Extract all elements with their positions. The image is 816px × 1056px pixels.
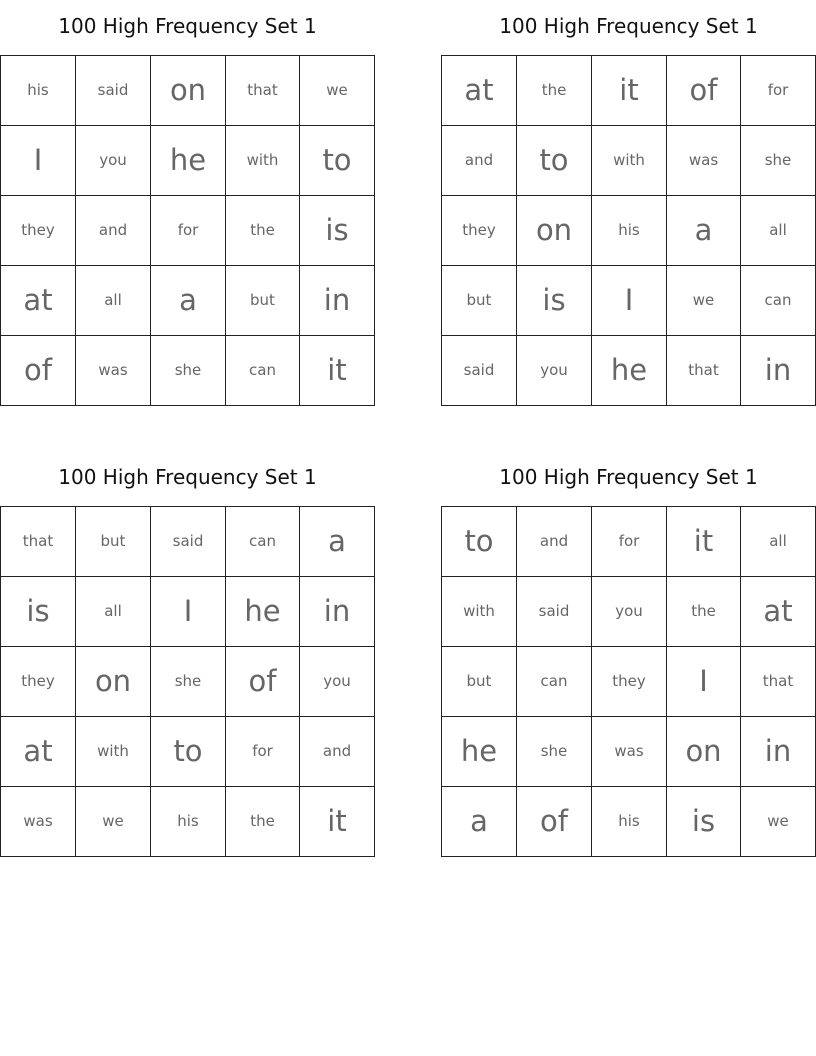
word-cell: a — [151, 266, 226, 336]
word-cell: but — [226, 266, 300, 336]
word-cell: all — [741, 196, 816, 266]
word-cell: for — [741, 56, 816, 126]
word-cell: he — [226, 577, 300, 647]
word-cell: at — [1, 717, 76, 787]
word-cell: she — [151, 336, 226, 406]
word-cell: that — [741, 647, 816, 717]
word-cell: is — [300, 196, 375, 266]
word-cell: with — [442, 577, 517, 647]
word-cell: I — [667, 647, 741, 717]
word-cell: you — [76, 126, 151, 196]
word-cell: with — [226, 126, 300, 196]
card-title: 100 High Frequency Set 1 — [499, 14, 758, 38]
word-cell: is — [517, 266, 592, 336]
word-cell: she — [151, 647, 226, 717]
word-cell: on — [517, 196, 592, 266]
word-cell: to — [517, 126, 592, 196]
word-cell: she — [741, 126, 816, 196]
word-grid — [441, 506, 816, 857]
word-cell: I — [151, 577, 226, 647]
word-cell: they — [442, 196, 517, 266]
word-cell: all — [76, 577, 151, 647]
word-cell: it — [300, 787, 375, 857]
word-cell: to — [442, 507, 517, 577]
word-cell: of — [1, 336, 76, 406]
word-cell: and — [76, 196, 151, 266]
word-cell: his — [151, 787, 226, 857]
word-cell: for — [592, 507, 667, 577]
word-cell: they — [592, 647, 667, 717]
word-cell: of — [517, 787, 592, 857]
word-cell: at — [741, 577, 816, 647]
word-grid — [0, 55, 375, 406]
word-cell: the — [667, 577, 741, 647]
word-cell: he — [442, 717, 517, 787]
word-cell: said — [151, 507, 226, 577]
word-cell: the — [226, 787, 300, 857]
word-cell: was — [667, 126, 741, 196]
word-cell: he — [151, 126, 226, 196]
word-cell: in — [741, 717, 816, 787]
word-cell: they — [1, 647, 76, 717]
word-cell: on — [667, 717, 741, 787]
word-cell: to — [151, 717, 226, 787]
word-cell: on — [151, 56, 226, 126]
word-cell: is — [667, 787, 741, 857]
word-cell: all — [76, 266, 151, 336]
word-cell: the — [517, 56, 592, 126]
word-cell: was — [76, 336, 151, 406]
word-cell: for — [226, 717, 300, 787]
word-cell: to — [300, 126, 375, 196]
word-grid — [0, 506, 375, 857]
word-cell: we — [300, 56, 375, 126]
word-cell: that — [667, 336, 741, 406]
word-cell: but — [442, 266, 517, 336]
word-cell: and — [442, 126, 517, 196]
word-cell: I — [592, 266, 667, 336]
word-cell: a — [442, 787, 517, 857]
word-cell: that — [1, 507, 76, 577]
word-cell: in — [300, 266, 375, 336]
word-cell: with — [76, 717, 151, 787]
word-cell: in — [300, 577, 375, 647]
word-cell: can — [517, 647, 592, 717]
word-cell: his — [592, 787, 667, 857]
word-cell: of — [667, 56, 741, 126]
word-cell: for — [151, 196, 226, 266]
card-title: 100 High Frequency Set 1 — [58, 14, 317, 38]
word-cell: that — [226, 56, 300, 126]
word-cell: a — [300, 507, 375, 577]
word-cell: we — [76, 787, 151, 857]
word-cell: you — [300, 647, 375, 717]
card-title: 100 High Frequency Set 1 — [499, 465, 758, 489]
word-cell: it — [667, 507, 741, 577]
word-cell: but — [442, 647, 517, 717]
word-cell: said — [442, 336, 517, 406]
word-cell: you — [592, 577, 667, 647]
word-cell: you — [517, 336, 592, 406]
word-cell: all — [741, 507, 816, 577]
word-cell: is — [1, 577, 76, 647]
word-cell: she — [517, 717, 592, 787]
word-cell: of — [226, 647, 300, 717]
word-cell: can — [226, 507, 300, 577]
word-cell: a — [667, 196, 741, 266]
word-cell: but — [76, 507, 151, 577]
word-cell: in — [741, 336, 816, 406]
word-cell: with — [592, 126, 667, 196]
word-cell: his — [592, 196, 667, 266]
word-cell: it — [592, 56, 667, 126]
word-cell: was — [592, 717, 667, 787]
card-title: 100 High Frequency Set 1 — [58, 465, 317, 489]
word-cell: it — [300, 336, 375, 406]
word-cell: his — [1, 56, 76, 126]
word-cell: can — [226, 336, 300, 406]
word-cell: can — [741, 266, 816, 336]
word-cell: the — [226, 196, 300, 266]
word-cell: said — [76, 56, 151, 126]
word-cell: on — [76, 647, 151, 717]
word-cell: at — [442, 56, 517, 126]
word-cell: we — [741, 787, 816, 857]
word-cell: I — [1, 126, 76, 196]
word-cell: they — [1, 196, 76, 266]
word-cell: at — [1, 266, 76, 336]
word-cell: and — [517, 507, 592, 577]
word-cell: we — [667, 266, 741, 336]
word-cell: was — [1, 787, 76, 857]
word-cell: and — [300, 717, 375, 787]
word-grid — [441, 55, 816, 406]
word-cell: he — [592, 336, 667, 406]
word-cell: said — [517, 577, 592, 647]
